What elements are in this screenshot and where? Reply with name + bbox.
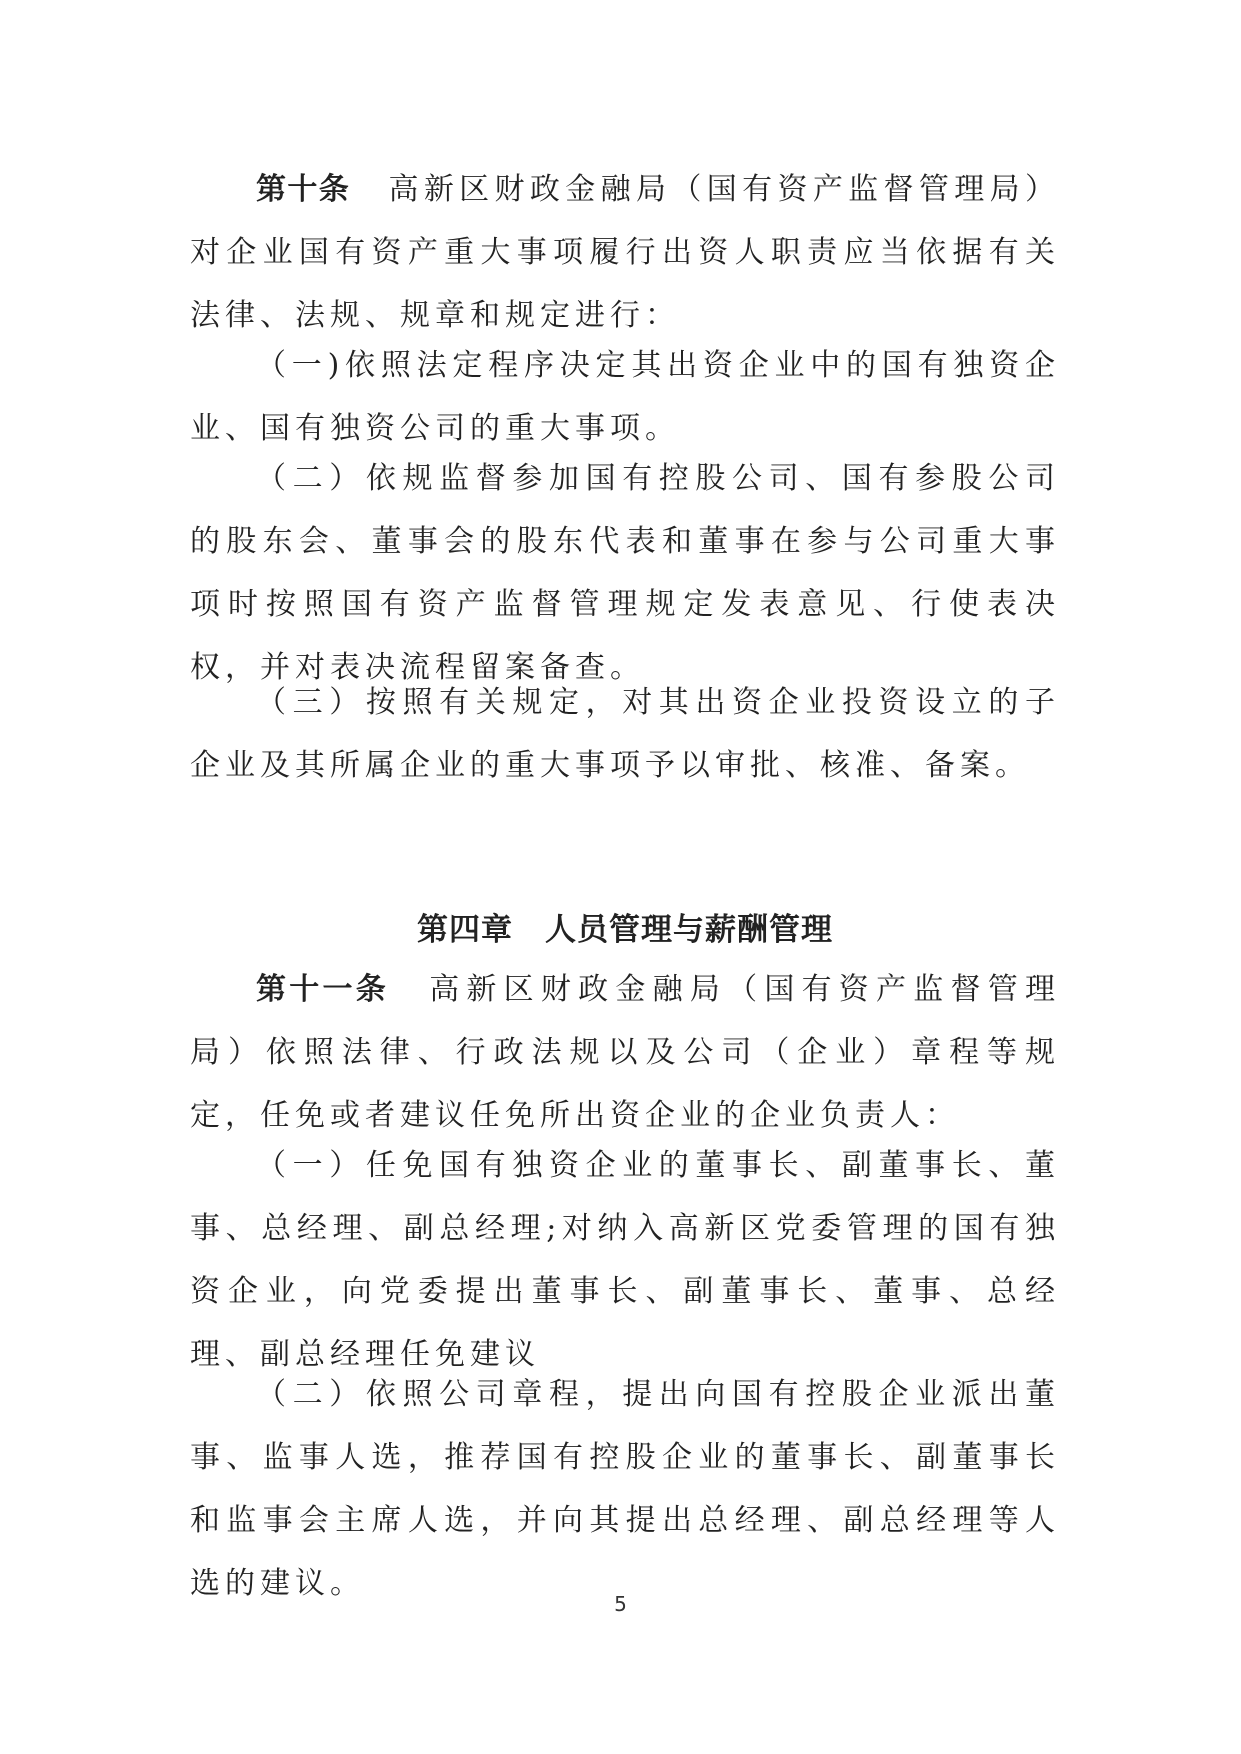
- page-number: 5: [614, 1592, 627, 1616]
- article-10-intro-text: 高新区财政金融局（国有资产监督管理局）对企业国有资产重大事项履行出资人职责应当依据有关法律、法规、规章和规定进行：: [190, 172, 1061, 333]
- article-10-item-3: （三）按照有关规定，对其出资企业投资设立的子企业及其所属企业的重大事项予以审批、核准、备案。: [190, 685, 1060, 783]
- article-11-item-1: （一）任免国有独资企业的董事长、副董事长、董事、总经理、副总经理;对纳入高新区党委管理的国有独资企业，向党委提出董事长、副董事长、董事、总经理、副总经理任免建议: [190, 1148, 1060, 1372]
- article-11-item-2: （二）依照公司章程，提出向国有控股企业派出董事、监事人选，推荐国有控股企业的董事长、副董事长和监事会主席人选，并向其提出总经理、副总经理等人选的建议。: [190, 1377, 1060, 1601]
- article-11-intro: [190, 958, 1060, 1147]
- article-10-intro: [190, 158, 1060, 347]
- chapter-4-title: 第四章 人员管理与薪酬管理: [417, 912, 833, 948]
- article-10-item-1: （一)依照法定程序决定其出资企业中的国有独资企业、国有独资公司的重大事项。: [190, 348, 1060, 446]
- article-10-heading: 第十条: [256, 172, 351, 207]
- article-11-intro-text: 高新区财政金融局（国有资产监督管理局）依照法律、行政法规以及公司（企业）章程等规定，任免或者建议任免所出资企业的企业负责人：: [190, 972, 1061, 1133]
- article-10-item-2: （二）依规监督参加国有控股公司、国有参股公司的股东会、董事会的股东代表和董事在参与公司重大事项时按照国有资产监督管理规定发表意见、行使表决权，并对表决流程留案备查。: [190, 461, 1060, 685]
- article-11-heading: 第十一条: [256, 972, 389, 1007]
